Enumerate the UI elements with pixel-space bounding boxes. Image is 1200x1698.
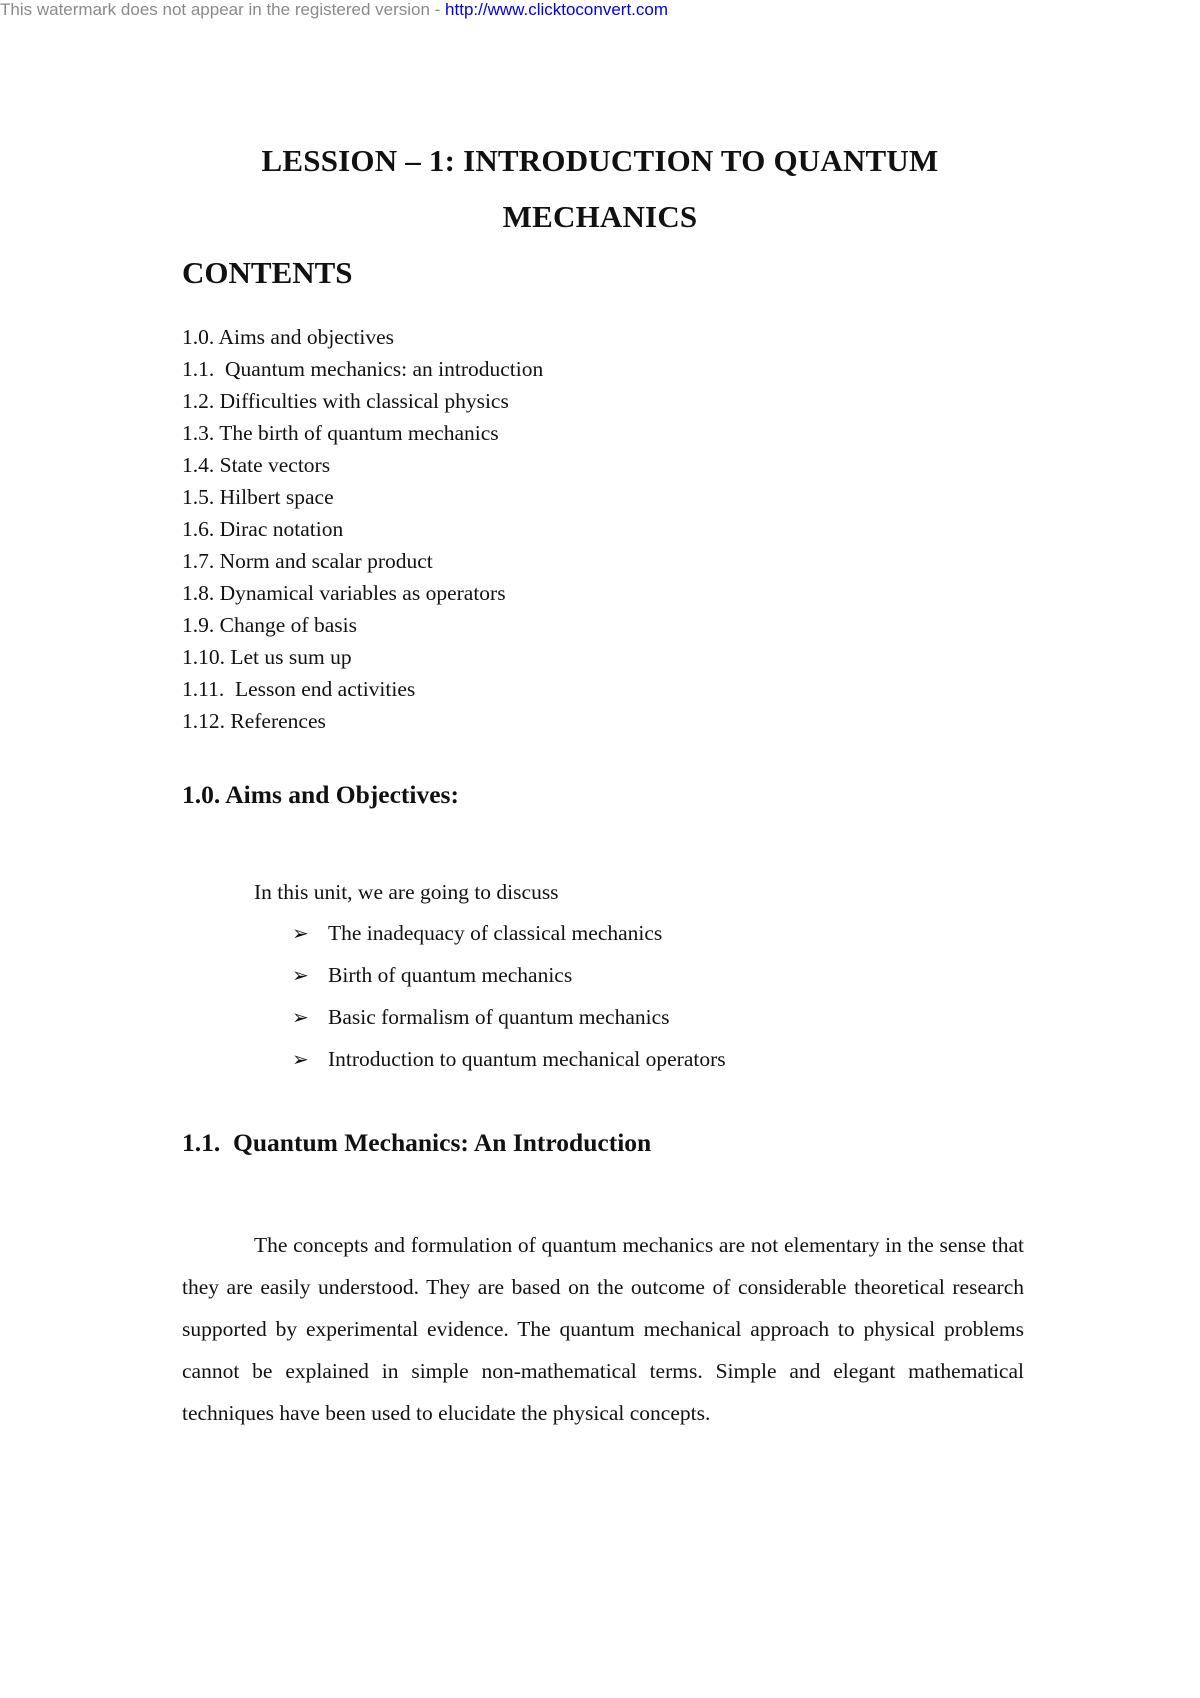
toc-item: 1.11. Lesson end activities [182,677,416,701]
arrow-bullet-icon: ➢ [292,1005,309,1029]
lesson-title-line-1: LESSION – 1: INTRODUCTION TO QUANTUM [261,143,939,178]
watermark-banner [0,0,668,20]
intro-section-heading: 1.1. Quantum Mechanics: An Introduction [182,1128,652,1157]
list-item [292,1001,726,1043]
toc-item: 1.10. Let us sum up [182,645,352,669]
toc-item: 1.0. Aims and objectives [182,325,394,349]
aims-heading: 1.0. Aims and Objectives: [182,780,459,809]
arrow-bullet-icon: ➢ [292,1047,309,1071]
watermark-link[interactable]: http://www.clicktoconvert.com [445,0,669,19]
bullet-text: The inadequacy of classical mechanics [328,921,663,945]
list-item [292,959,726,1001]
toc-item: 1.3. The birth of quantum mechanics [182,421,499,445]
arrow-bullet-icon: ➢ [292,921,309,945]
table-of-contents [182,321,543,737]
toc-item: 1.12. References [182,709,326,733]
intro-paragraph: The concepts and formulation of quantum mechanics are not elementary in the sense that they are easily understood. They are based on the outcome of considerable theoretical research supported by experimental evidence. The quantum mechanical approach to physical problems cannot be explained in simple non-mathematical terms. Simple and elegant mathematical techniques have been used to elucidate the physical concepts. [182,1233,1024,1425]
watermark-text: This watermark does not appear in the registered version - [0,0,446,19]
toc-item: 1.6. Dirac notation [182,517,344,541]
toc-item: 1.5. Hilbert space [182,485,334,509]
aims-intro: In this unit, we are going to discuss [254,880,559,904]
toc-item: 1.4. State vectors [182,453,331,477]
aims-bullet-list [292,917,726,1085]
bullet-text: Introduction to quantum mechanical operators [328,1047,726,1071]
lesson-title-line-2: MECHANICS [502,199,698,234]
list-item [292,917,726,959]
arrow-bullet-icon: ➢ [292,963,309,987]
toc-item: 1.7. Norm and scalar product [182,549,433,573]
toc-item: 1.8. Dynamical variables as operators [182,581,506,605]
bullet-text: Basic formalism of quantum mechanics [328,1005,670,1029]
list-item [292,1043,726,1085]
bullet-text: Birth of quantum mechanics [328,963,573,987]
toc-item: 1.1. Quantum mechanics: an introduction [182,357,544,381]
toc-item: 1.2. Difficulties with classical physics [182,389,509,413]
contents-heading: CONTENTS [182,255,353,290]
toc-item: 1.9. Change of basis [182,613,357,637]
